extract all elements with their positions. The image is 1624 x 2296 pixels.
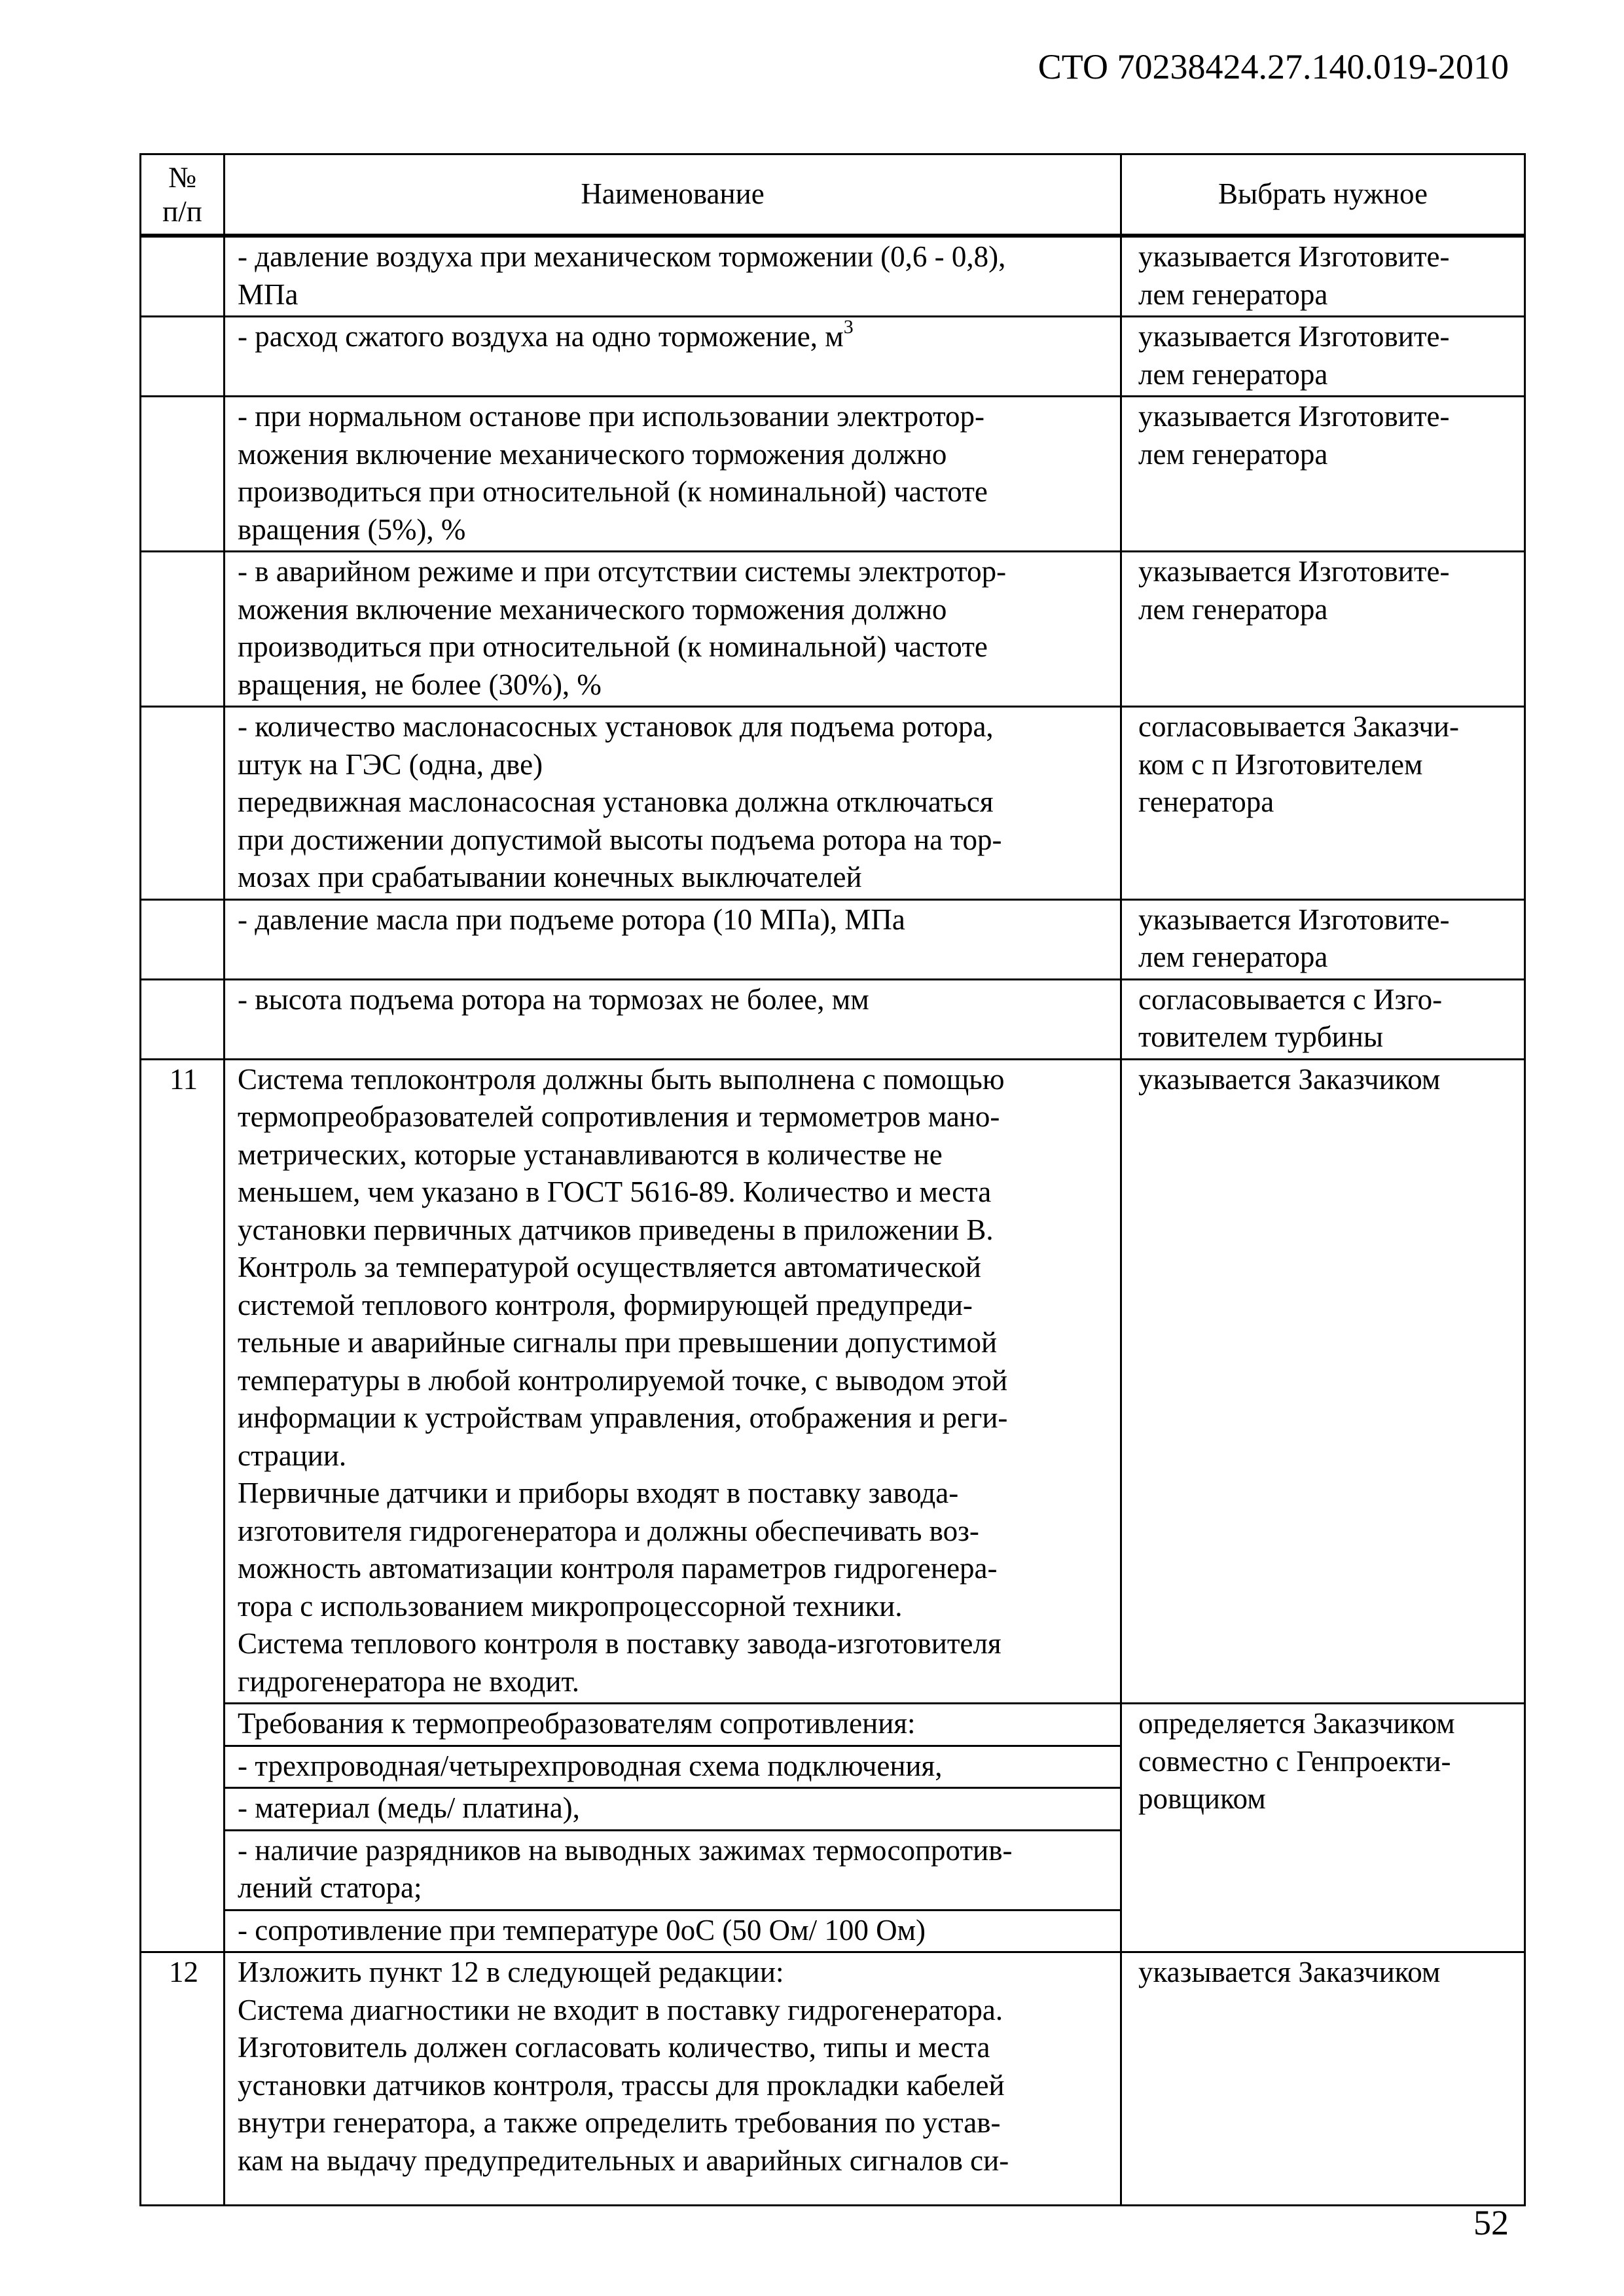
row-name-cell: - в аварийном режиме и при отсутствии системы электротор- можения включение механического торможения должно производиться при относительной (к номинальной) частоте вращения, не более (30%), % — [225, 552, 1121, 707]
table-row — [141, 317, 1525, 397]
row-choice-cell: согласовывается Заказчи- ком с п Изготовителем генератора — [1121, 707, 1525, 900]
row-choice-cell: определяется Заказчиком совместно с Генпроекти- ровщиком — [1121, 1704, 1525, 1952]
table-row — [141, 552, 1525, 707]
column-header-choice: Выбрать нужное — [1121, 154, 1525, 236]
table-row — [141, 236, 1525, 317]
row-number-cell — [141, 979, 225, 1059]
table-row-item-12 — [141, 1952, 1525, 2206]
row-number-cell: 12 — [141, 1952, 225, 2206]
row-number-cell — [141, 236, 225, 317]
row-name-cell: - трехпроводная/четырехпроводная схема подключения, — [225, 1746, 1121, 1788]
table-row — [141, 1704, 1525, 1746]
row-choice-cell: указывается Изготовите- лем генератора — [1121, 317, 1525, 397]
row-number-cell — [141, 899, 225, 979]
superscript-unit: 3 — [843, 316, 854, 338]
row-choice-cell: указывается Изготовите- лем генератора — [1121, 899, 1525, 979]
table-row — [141, 979, 1525, 1059]
row-choice-cell: указывается Заказчиком — [1121, 1952, 1525, 2206]
page-number: 52 — [1473, 2203, 1509, 2242]
table-row-item-11 — [141, 1059, 1525, 1704]
row-name-cell: - количество маслонасосных установок для подъема ротора, штук на ГЭС (одна, две) передвижная маслонасосная установка должна отключаться при достижении допустимой высоты подъема ротора на тор- мозах при срабатывании конечных выключателей — [225, 707, 1121, 900]
row-name-cell: - сопротивление при температуре 0оС (50 Ом/ 100 Ом) — [225, 1910, 1121, 1952]
row-number-cell — [141, 552, 225, 707]
row-name-cell: - расход сжатого воздуха на одно торможение, $м^3$ — [225, 317, 1121, 397]
row-choice-cell: указывается Изготовите- лем генератора — [1121, 397, 1525, 552]
row-number-cell — [141, 707, 225, 900]
row-name-cell: - давление воздуха при механическом торможении (0,6 - 0,8), МПа — [225, 236, 1121, 317]
row-choice-cell: согласовывается с Изго- товителем турбины — [1121, 979, 1525, 1059]
row-choice-cell: указывается Заказчиком — [1121, 1059, 1525, 1704]
column-header-number: № п/п — [141, 154, 225, 236]
table-row — [141, 899, 1525, 979]
document-code: СТО 70238424.27.140.019-2010 — [1038, 47, 1509, 86]
row-number-cell: 11 — [141, 1059, 225, 1952]
specification-table — [139, 153, 1526, 2206]
row-name-cell: Система теплоконтроля должны быть выполнена с помощью термопреобразователей сопротивления и термометров мано- метрических, которые устанавливаются в количестве не меньшем, чем указано в ГОСТ 5616-89. Количество и места установки первичных датчиков приведены в приложении В. Контроль за температурой осуществляется автоматической системой теплового контроля, формирующей предупреди- тельные и аварийные сигналы при превышении допустимой температуры в любой контролируемой точке, с выводом этой информации к устройствам управления, отображения и реги- страции. Первичные датчики и приборы входят в поставку завода- изготовителя гидрогенератора и должны обеспечивать воз- можность автоматизации контроля параметров гидрогенера- тора с использованием микропроцессорной техники. Система теплового контроля в поставку завода-изготовителя гидрогенератора не входит. — [225, 1059, 1121, 1704]
row-choice-cell: указывается Изготовите- лем генератора — [1121, 236, 1525, 317]
row-number-cell — [141, 397, 225, 552]
row-name-cell: - наличие разрядников на выводных зажимах термосопротив- лений статора; — [225, 1830, 1121, 1910]
table-row — [141, 397, 1525, 552]
row-name-cell: - материал (медь/ платина), — [225, 1788, 1121, 1831]
row-choice-cell: указывается Изготовите- лем генератора — [1121, 552, 1525, 707]
row-name-cell: Изложить пункт 12 в следующей редакции: Система диагностики не входит в поставку гидрогенератора. Изготовитель должен согласовать количество, типы и места установки датчиков контроля, трассы для прокладки кабелей внутри генератора, а также определить требования по устав- кам на выдачу предупредительных и аварийных сигналов си- — [225, 1952, 1121, 2206]
row-number-cell — [141, 317, 225, 397]
row-name-cell: - давление масла при подъеме ротора (10 МПа), МПа — [225, 899, 1121, 979]
table-header-row — [141, 154, 1525, 236]
column-header-name: Наименование — [225, 154, 1121, 236]
row-name-cell: - высота подъема ротора на тормозах не более, мм — [225, 979, 1121, 1059]
table-row — [141, 707, 1525, 900]
row-name-cell: - при нормальном останове при использовании электротор- можения включение механического торможения должно производиться при относительной (к номинальной) частоте вращения (5%), % — [225, 397, 1121, 552]
row-name-cell: Требования к термопреобразователям сопротивления: — [225, 1704, 1121, 1746]
